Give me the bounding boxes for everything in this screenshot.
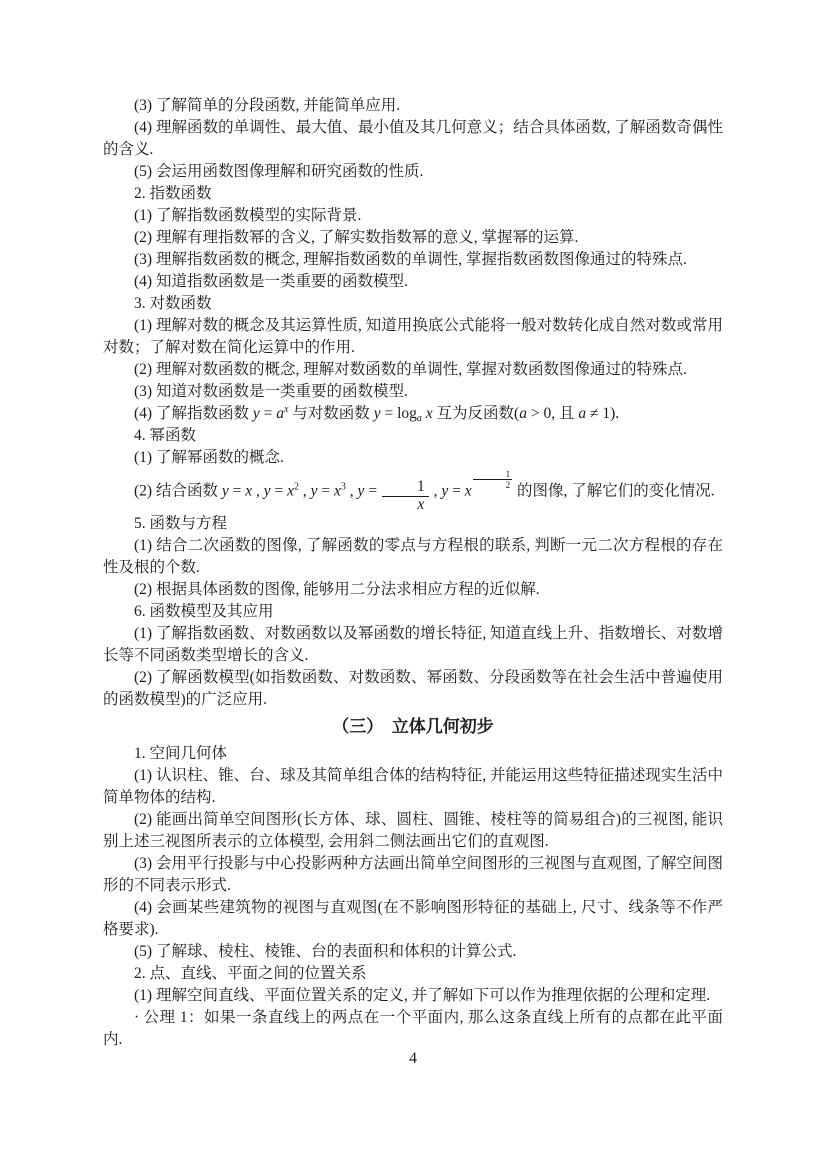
paragraph: 3. 对数函数 <box>134 295 212 312</box>
paragraph: (5) 会运用函数图像理解和研究函数的性质. <box>134 163 424 180</box>
paragraph: (1) 了解指数函数模型的实际背景. <box>134 207 362 224</box>
paragraph: (3) 理解指数函数的概念, 理解指数函数的单调性, 掌握指数函数图像通过的特殊点. <box>134 251 687 268</box>
page-number: 4 <box>409 1050 417 1067</box>
paragraph: (2) 理解有理指数幂的含义, 了解实数指数幂的意义, 掌握幂的运算. <box>134 229 579 246</box>
section-heading: （三） 立体几何初步 <box>332 716 494 736</box>
paragraph: (4) 理解函数的单调性、最大值、最小值及其几何意义；结合具体函数, 了解函数奇偶性的含义. <box>103 119 723 158</box>
paragraph: (3) 知道对数函数是一类重要的函数模型. <box>134 383 408 400</box>
paragraph: (1) 了解指数函数、对数函数以及幂函数的增长特征, 知道直线上升、指数增长、对数增长等不同函数类型增长的含义. <box>103 624 723 664</box>
paragraph: (4) 了解指数函数 $y = a^x$ 与对数函数 y = loga x 互为反函数(a > 0, 且 a ≠ 1). <box>134 404 620 424</box>
paragraph: (1) 理解空间直线、平面位置关系的定义, 并了解如下可以作为推理依据的公理和定理. <box>134 986 711 1004</box>
paragraph: · 公理 1：如果一条直线上的两点在一个平面内, 那么这条直线上所有的点都在此平面内. <box>103 1008 723 1048</box>
paragraph: (1) 理解对数的概念及其运算性质, 知道用换底公式能将一般对数转化成自然对数或常用对数；了解对数在简化运算中的作用. <box>103 317 723 356</box>
paragraph: (4) 知道指数函数是一类重要的函数模型. <box>134 273 408 290</box>
paragraph: (3) 会用平行投影与中心投影两种方法画出简单空间图形的三视图与直观图, 了解空间图形的不同表示形式. <box>103 854 723 894</box>
paragraph: 5. 函数与方程 <box>134 514 228 532</box>
paragraph: 2. 指数函数 <box>134 185 212 202</box>
math-fraction: $\frac{1}{x}$ <box>381 479 430 513</box>
paragraph: (2) 理解对数函数的概念, 理解对数函数的单调性, 掌握对数函数图像通过的特殊点. <box>134 361 687 378</box>
paragraph: (5) 了解球、棱柱、棱锥、台的表面积和体积的计算公式. <box>134 942 517 960</box>
paragraph: 6. 函数模型及其应用 <box>134 602 274 620</box>
paragraph: 1. 空间几何体 <box>134 744 228 762</box>
paragraph: (1) 认识柱、锥、台、球及其简单组合体的结构特征, 并能运用这些特征描述现实生活中简单物体的结构. <box>103 766 723 806</box>
paragraph: (1) 了解幂函数的概念. <box>134 449 284 466</box>
paragraph: (4) 会画某些建筑物的视图与直观图(在不影响图形特征的基础上, 尺寸、线条等不作严格要求). <box>103 898 723 938</box>
document-body <box>103 95 723 1051</box>
paragraph: (2) 了解函数模型(如指数函数、对数函数、幂函数、分段函数等在社会生活中普遍使用的函数模型)的广泛应用. <box>103 668 723 708</box>
paragraph: (1) 结合二次函数的图像, 了解函数的零点与方程根的联系, 判断一元二次方程根的存在性及根的个数. <box>103 536 723 576</box>
paragraph: (2) 能画出简单空间图形(长方体、球、圆柱、圆锥、棱柱等的简易组合)的三视图, 能识别上述三视图所表示的立体模型, 会用斜二侧法画出它们的直观图. <box>103 810 723 850</box>
math-fraction: $\frac{1}{2}$ <box>472 469 514 491</box>
paragraph: (3) 了解简单的分段函数, 并能简单应用. <box>134 97 401 114</box>
paragraph: 4. 幂函数 <box>134 427 197 444</box>
paragraph: (2) 根据具体函数的图像, 能够用二分法求相应方程的近似解. <box>134 580 540 598</box>
paragraph: (2) 结合函数 y = x , $y = x^2$ , $y = x^3$ , y = $\frac{1}{x}$ , y = x $\frac{1}{2}$ 的图像, 了解它们的变化情况. <box>134 469 715 513</box>
paragraph: 2. 点、直线、平面之间的位置关系 <box>134 964 367 982</box>
